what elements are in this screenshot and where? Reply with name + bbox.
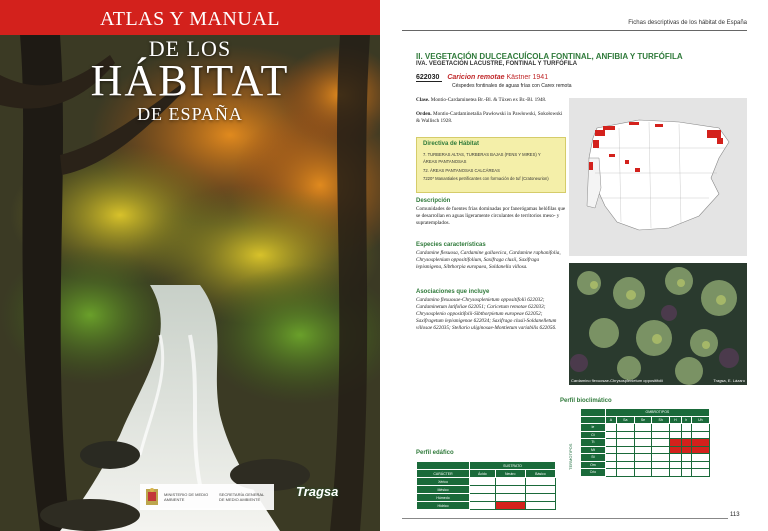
termo-row-header: Ct: [581, 431, 606, 439]
table-cell: [470, 502, 496, 510]
especies-heading: Especies características: [416, 242, 486, 248]
cover-title-line2: HÁBITAT: [90, 56, 290, 105]
table-cell: [616, 461, 634, 469]
table-cell: [605, 461, 616, 469]
termo-row: [581, 431, 710, 439]
substrate-columns-row: [417, 470, 556, 478]
table-cell: [691, 439, 709, 447]
table-cell: [525, 494, 555, 502]
table-cell: [525, 478, 555, 486]
substrate-row-header: Hídrico: [417, 502, 470, 510]
table-cell: [691, 446, 709, 454]
termo-row: [581, 446, 710, 454]
substrate-column-header: Ácido: [470, 470, 496, 478]
termo-row-header: Mt: [581, 446, 606, 454]
table-cell: [616, 454, 634, 462]
table-cell: [681, 454, 691, 462]
cover-title-line1: DE LOS: [148, 36, 232, 61]
bioclimatic-table: [580, 408, 710, 477]
photo-caption: [571, 378, 745, 383]
table-cell: [616, 439, 634, 447]
spain-crest-icon: [144, 487, 160, 507]
termo-row: [581, 461, 710, 469]
table-cell: [681, 424, 691, 432]
plant-photo-image: [569, 263, 747, 385]
table-cell: [691, 461, 709, 469]
clase-text: Montio-Cardaminetea Br.-Bl. & Tüxen ex Br.-Bl. 1948.: [430, 97, 547, 103]
table-cell: [691, 454, 709, 462]
habitat-common-name: Céspedes fontinales de aguas frías con Carex remota: [452, 83, 572, 89]
table-cell: [616, 446, 634, 454]
ombro-column-header: H: [669, 416, 681, 424]
termo-row-header: Tt: [581, 439, 606, 447]
document-page: [402, 0, 768, 531]
table-cell: [691, 431, 709, 439]
termo-row: [581, 469, 710, 477]
substrate-row: [417, 502, 556, 510]
termo-row-header: Crio: [581, 469, 606, 477]
asociaciones-text: Cardamino flexuosae-Chrysosplenietum oppositifolii 622032; Cardaminetum latifoliae 622051; Caricetum remotae 622033; Chrysosplenio oppositifolii-Sibthorpietum europeae 622052; Saxifragetum lepismigenae 622034; Saxifrago clusii-Soldanelletum villosae 622035; Stellario uliginosae-Montietum variabilis 622056.: [416, 297, 557, 331]
table-corner: [581, 409, 606, 417]
table-cell: [616, 469, 634, 477]
table-cell: [634, 469, 652, 477]
table-cell: [634, 454, 652, 462]
ministry-subname: SECRETARÍA GENERAL DE MEDIO AMBIENTE: [219, 492, 265, 502]
table-cell: [525, 502, 555, 510]
publisher-logo: Tragsa: [296, 484, 339, 499]
table-cell: [634, 446, 652, 454]
ombro-column-header: A: [605, 416, 616, 424]
table-cell: [669, 424, 681, 432]
table-corner: [581, 416, 606, 424]
table-cell: [669, 446, 681, 454]
table-cell: [616, 424, 634, 432]
table-cell: [652, 461, 670, 469]
iberia-map-figure: [569, 98, 747, 256]
table-cell: [691, 424, 709, 432]
substrate-column-header: Básico: [525, 470, 555, 478]
substrate-column-header: CARÁCTER: [417, 470, 470, 478]
cover-title-line3: DE ESPAÑA: [137, 104, 243, 124]
table-cell: [470, 478, 496, 486]
table-cell: [669, 469, 681, 477]
orden-label: Orden.: [416, 111, 432, 117]
substrate-row: [417, 478, 556, 486]
habitat-photo: [569, 263, 747, 385]
table-cell: [652, 469, 670, 477]
directiva-line: 7220* Manantiales petrificantes con formación de tuf (Cratoneurion): [423, 176, 549, 181]
ombro-column-header: h: [681, 416, 691, 424]
habitat-code-line: [416, 74, 548, 81]
table-cell: [634, 424, 652, 432]
distribution-map: [569, 98, 747, 256]
descripcion-text: Comunidades de fuentes frías dominadas por fanerógamas helófilas que se desarrollan en aguas ligeramente circulantes de territorios meso- y supratemplados.: [416, 206, 566, 226]
table-cell: [605, 431, 616, 439]
table-cell: [691, 469, 709, 477]
directiva-line: 7. TURBERAS ALTAS, TURBERAS BAJAS (FENS Y MIRES) Y: [423, 152, 541, 157]
substrate-column-header: Neutro: [495, 470, 525, 478]
termo-row-header: Om: [581, 461, 606, 469]
directiva-box: [416, 137, 566, 193]
table-cell: [681, 461, 691, 469]
table-cell: [652, 446, 670, 454]
ministry-name: MINISTERIO DE MEDIO AMBIENTE: [164, 492, 209, 502]
table-cell: [605, 454, 616, 462]
table-cell: [669, 461, 681, 469]
ministry-logo: [140, 484, 274, 510]
cover-banner: ATLAS Y MANUAL: [0, 0, 380, 35]
section-subtitle: IVA. VEGETACIÓN LACUSTRE, FONTINAL Y TURFÓFILA: [416, 61, 578, 67]
sustrato-header: SUSTRATO: [470, 462, 556, 470]
substrate-table: [416, 461, 556, 510]
clase-label: Clase.: [416, 97, 430, 103]
table-cell: [605, 446, 616, 454]
directiva-line: 72. ÁREAS PANTANOSAS CALCÁREAS: [423, 168, 500, 173]
termo-row: [581, 454, 710, 462]
orden-paragraph: [416, 111, 566, 125]
footer-rule: [402, 518, 728, 519]
photo-caption-credit: Tragsa, E. Lázaro: [713, 378, 745, 383]
table-cell: [652, 424, 670, 432]
ombrotipos-header: OMBROTIPOS: [605, 409, 709, 417]
ombro-column-header: Uh: [691, 416, 709, 424]
directiva-title: Directiva de Hábitat: [423, 141, 480, 147]
habitat-name: Caricion remotae: [447, 74, 505, 81]
photo-caption-species: Cardamino flexuosae-Chrysosplenietum oppositifolii: [571, 378, 664, 383]
table-cell: [605, 439, 616, 447]
table-cell: [605, 424, 616, 432]
table-cell: [669, 439, 681, 447]
clase-paragraph: [416, 97, 566, 104]
table-cell: [495, 478, 525, 486]
running-header: Fichas descriptivas de los hábitat de España: [628, 20, 747, 26]
table-cell: [470, 494, 496, 502]
ombro-columns-row: [581, 416, 710, 424]
ombro-column-header: Sh: [652, 416, 670, 424]
table-cell: [634, 439, 652, 447]
table-cell: [681, 469, 691, 477]
table-cell: [652, 439, 670, 447]
termo-row: [581, 424, 710, 432]
table-cell: [652, 431, 670, 439]
table-cell: [495, 494, 525, 502]
descripcion-heading: Descripción: [416, 198, 451, 204]
table-cell: [669, 431, 681, 439]
table-cell: [495, 502, 525, 510]
termo-row: [581, 439, 710, 447]
header-rule: [402, 30, 747, 31]
ombro-column-header: Sa: [616, 416, 634, 424]
table-cell: [669, 454, 681, 462]
table-cell: [616, 431, 634, 439]
directiva-line: ÁREAS PANTANOSAS: [423, 159, 467, 164]
termo-row-header: St: [581, 454, 606, 462]
substrate-row: [417, 486, 556, 494]
book-cover: [0, 0, 380, 531]
table-cell: [634, 431, 652, 439]
termotipos-label: TERMOTIPOS: [568, 443, 573, 470]
table-cell: [634, 461, 652, 469]
asociaciones-heading: Asociaciones que incluye: [416, 289, 490, 295]
substrate-row-header: Xérico: [417, 478, 470, 486]
habitat-author: Kästner 1941: [506, 74, 549, 81]
page-number: 113: [730, 512, 740, 518]
table-cell: [525, 486, 555, 494]
section-title: II. VEGETACIÓN DULCEACUÍCOLA FONTINAL, ANFIBIA Y TURFÓFILA: [416, 52, 683, 61]
ombro-column-header: Se: [634, 416, 652, 424]
substrate-row-header: Húmedo: [417, 494, 470, 502]
table-cell: [605, 469, 616, 477]
especies-text: Cardamine flexuosa, Cardamine gallaecica, Cardamine raphanifolia, Chrysosplenium oppositifolium, Saxifraga clusii, Saxifraga lepismigena, Sibthorpia europaea, Soldanella villosa.: [416, 250, 561, 270]
table-cell: [652, 454, 670, 462]
substrate-row-header: Mésico: [417, 486, 470, 494]
table-cell: [681, 446, 691, 454]
bioclimatico-heading: Perfil bioclimático: [560, 398, 612, 404]
substrate-row: [417, 494, 556, 502]
habitat-code: 622030: [416, 74, 442, 82]
table-cell: [681, 439, 691, 447]
edafico-heading: Perfil edáfico: [416, 450, 454, 456]
table-cell: [470, 486, 496, 494]
table-cell: [681, 431, 691, 439]
table-cell: [495, 486, 525, 494]
table-corner: [417, 462, 470, 470]
orden-text: Montio-Cardaminetalia Pawłowski in Pawłowski, Sokołowski & Wallisch 1928.: [416, 111, 563, 124]
termo-row-header: Ie: [581, 424, 606, 432]
